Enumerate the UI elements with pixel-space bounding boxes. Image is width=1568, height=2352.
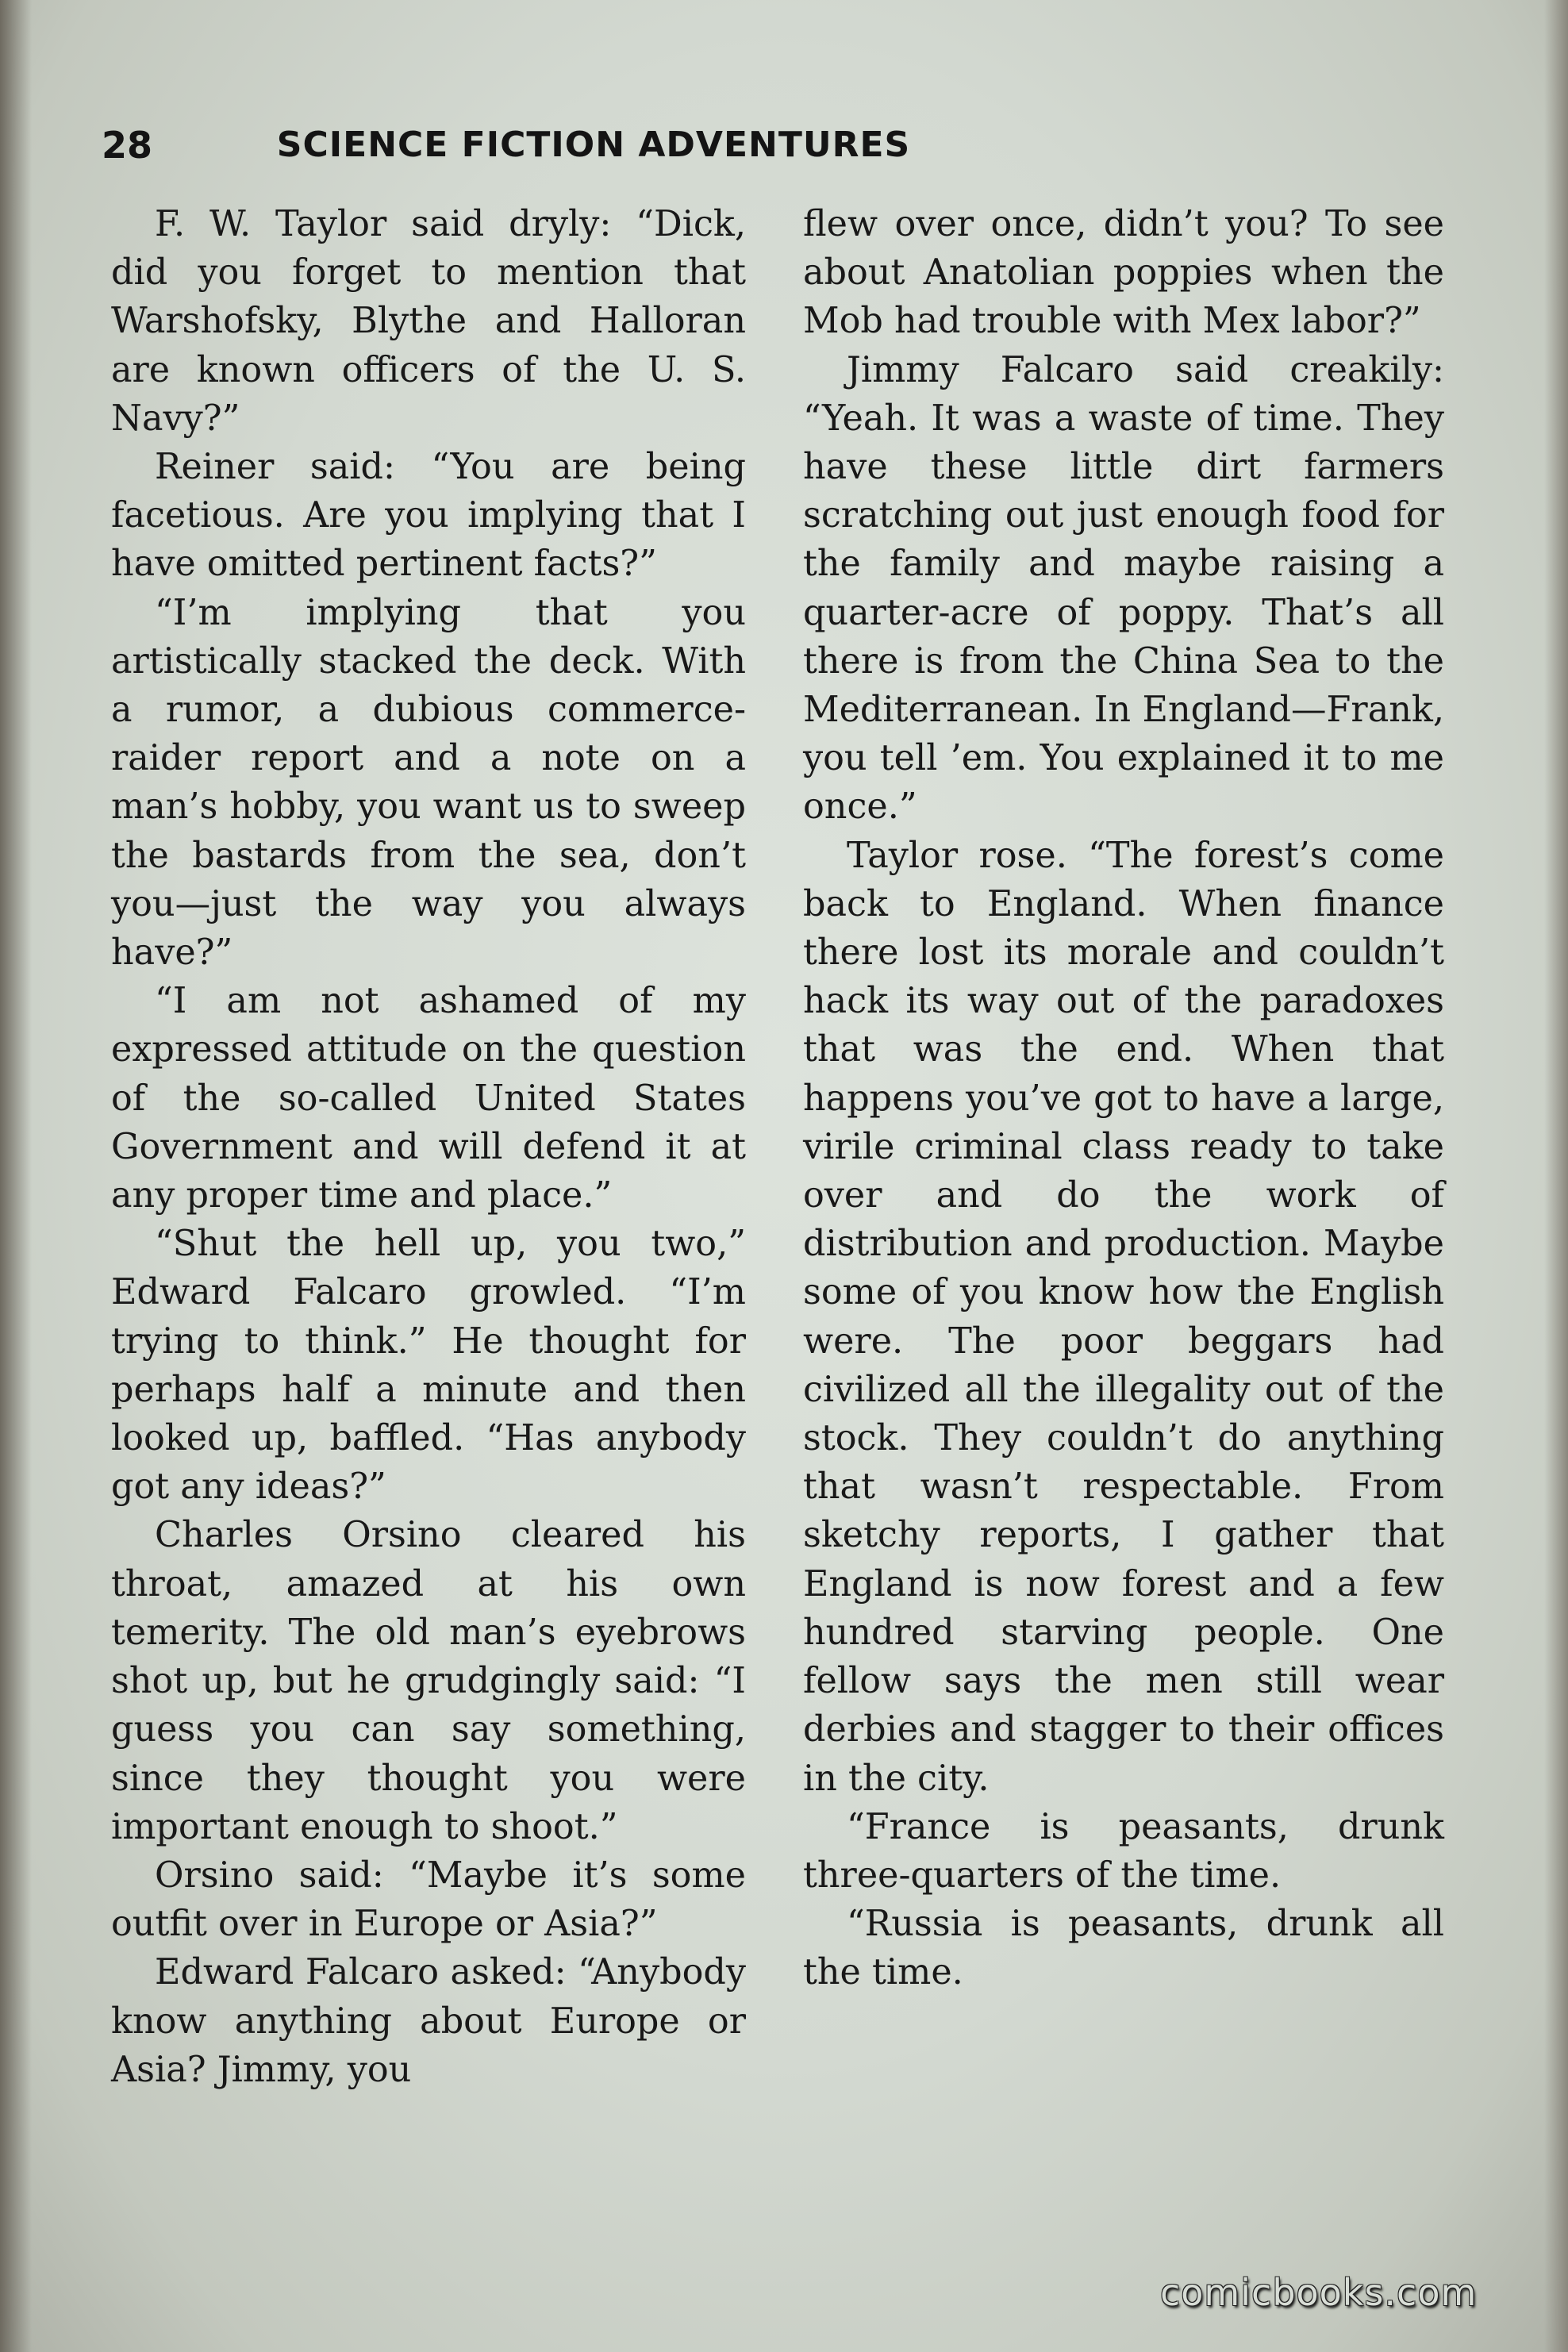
- paragraph: Reiner said: “You are being facetious. Are you implying that I have omitted pertinent facts?”: [111, 447, 746, 585]
- right-column: [803, 200, 1444, 1997]
- paragraph: “Shut the hell up, you two,” Edward Falcaro growled. “I’m trying to think.” He thought for perhaps half a minute and then looked up, baffled. “Has anybody got any ideas?”: [111, 1224, 746, 1508]
- page-edge-shadow-left: [0, 0, 32, 2352]
- paragraph: “France is peasants, drunk three-quarters of the time.: [803, 1806, 1444, 1896]
- paragraph: Taylor rose. “The forest’s come back to England. When finance there lost its morale and couldn’t hack its way out of the paradoxes that was the end. When that happens you’ve got to have a large, virile criminal class ready to take over and do the work of distribution and production. Maybe some of you know how the English were. The poor beggars had civilized all the illegality out of the stock. They couldn’t do anything that wasn’t respectable. From sketchy reports, I gather that England is now forest and a few hundred starving people. One fellow says the men still wear derbies and stagger to their offices in the city.: [803, 835, 1444, 1799]
- paragraph: F. W. Taylor said dryly: “Dick, did you forget to mention that Warshofsky, Blythe and Halloran are known officers of the U. S. Navy?”: [111, 204, 746, 439]
- site-watermark: comicbooks.com: [1160, 2271, 1478, 2314]
- page-edge-shadow-right: [1544, 0, 1568, 2352]
- paragraph: Edward Falcaro asked: “Anybody know anything about Europe or Asia? Jimmy, you: [111, 1952, 746, 2090]
- running-head: SCIENCE FICTION ADVENTURES: [276, 125, 911, 165]
- page-header: [102, 117, 1086, 173]
- paragraph: Jimmy Falcaro said creakily: “Yeah. It was a waste of time. They have these little dirt farmers scratching out just enough food for the family and maybe raising a quarter-acre of poppy. That’s all there is from the China Sea to the Mediterranean. In England—Frank, you tell ’em. You explained it to me once.”: [803, 349, 1444, 828]
- paragraph: Orsino said: “Maybe it’s some outfit over in Europe or Asia?”: [111, 1854, 746, 1945]
- left-column: [111, 200, 746, 2094]
- paragraph: “Russia is peasants, drunk all the time.: [803, 1904, 1444, 1993]
- paragraph: Charles Orsino cleared his throat, amazed at his own temerity. The old man’s eyebrows shot up, but he grudgingly said: “I guess you can say something, since they thought you were important enough to shoot.”: [111, 1515, 746, 1847]
- paragraph: “I’m implying that you artistically stacked the deck. With a rumor, a dubious commerce-raider report and a note on a man’s hobby, you want us to sweep the bastards from the sea, don’t you—just the way you always have?”: [111, 592, 746, 974]
- continued-paragraph: flew over once, didn’t you? To see about Anatolian poppies when the Mob had trouble with Mex labor?”: [803, 204, 1444, 342]
- paragraph: “I am not ashamed of my expressed attitude on the question of the so-called United States Government and will defend it at any proper time and place.”: [111, 981, 746, 1216]
- page-number: 28: [102, 124, 153, 167]
